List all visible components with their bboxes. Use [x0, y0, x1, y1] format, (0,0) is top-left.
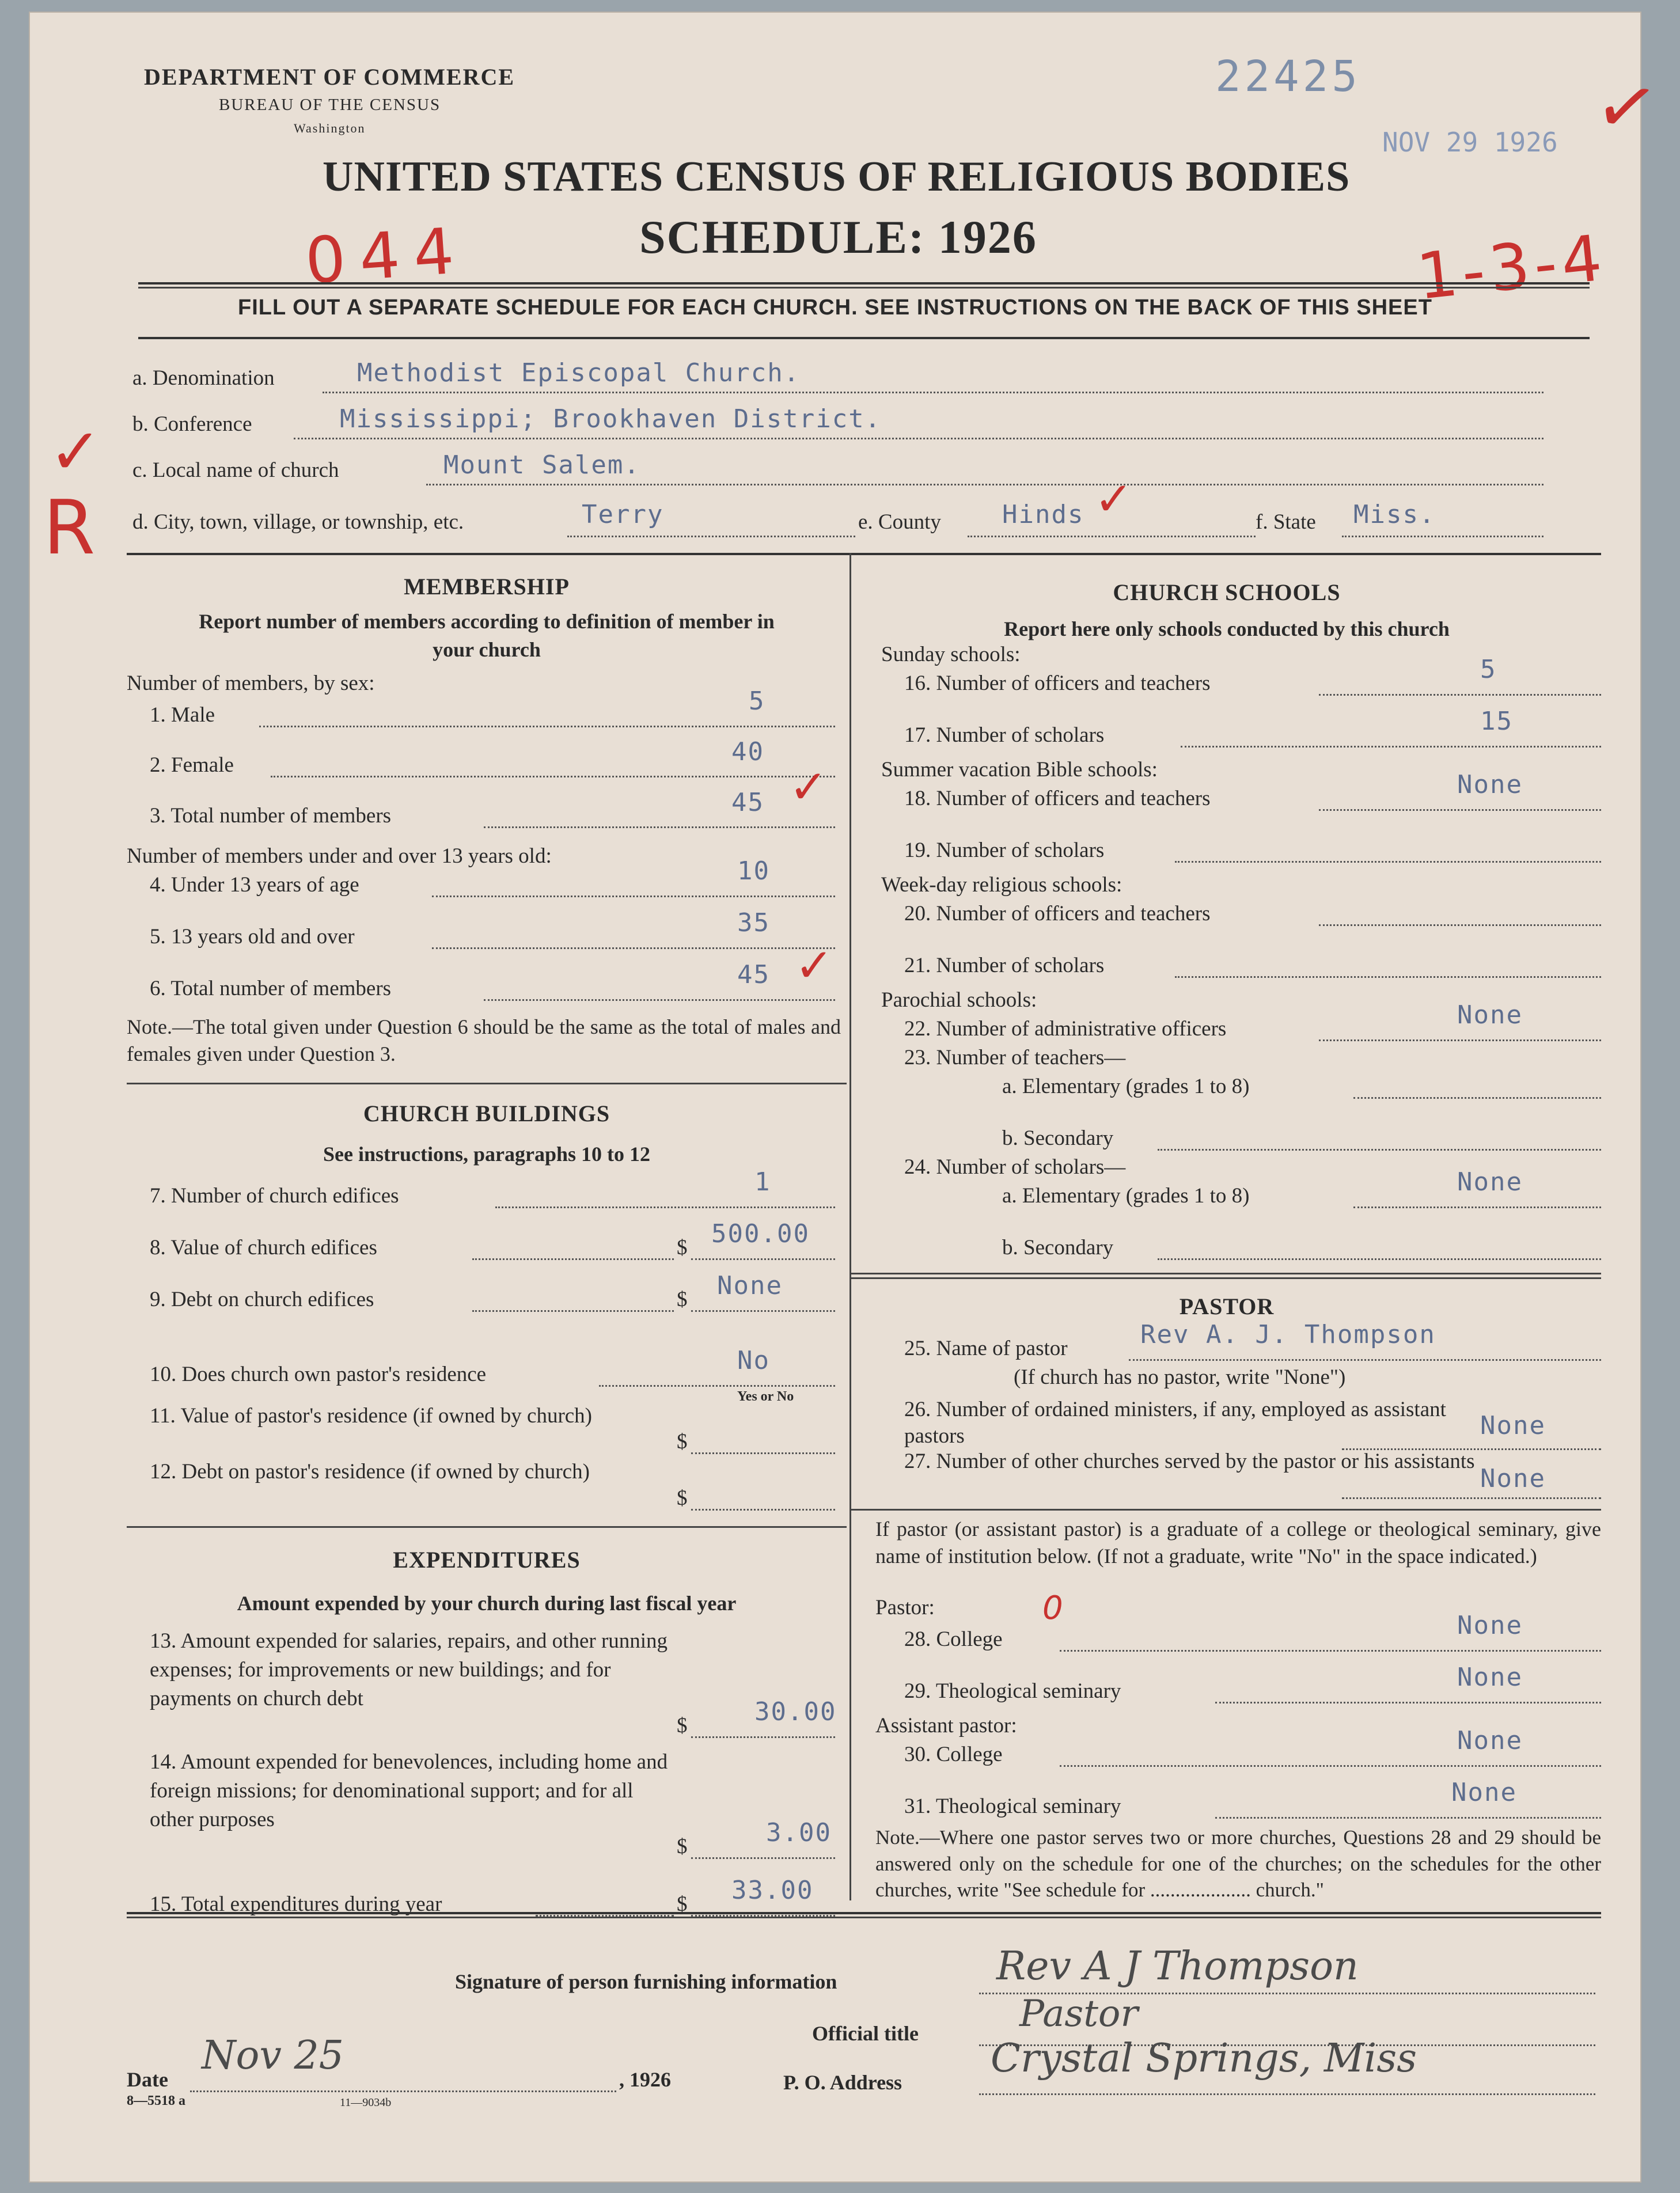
- rule-footer-2: [127, 1917, 1601, 1918]
- state-line: [1342, 536, 1544, 537]
- census-form-sheet: [29, 12, 1666, 2183]
- bureau-name: BUREAU OF THE CENSUS: [219, 96, 441, 114]
- q16-label: 16. Number of officers and teachers: [904, 671, 1211, 695]
- q1-label: 1. Male: [150, 703, 215, 727]
- schedule-title: SCHEDULE: 1926: [639, 211, 1037, 263]
- red-check-mark-top: ✓: [1588, 58, 1666, 156]
- schools-subheading: Report here only schools conducted by this church: [1004, 617, 1450, 640]
- q24-label: 24. Number of scholars—: [904, 1155, 1126, 1179]
- county-line: [968, 536, 1256, 537]
- q13-value: 30.00: [754, 1697, 837, 1727]
- q30-label: 30. College: [904, 1743, 1003, 1766]
- q8-dollar: $: [677, 1236, 688, 1259]
- q4-label: 4. Under 13 years of age: [150, 873, 359, 897]
- rule-top: [138, 282, 1590, 284]
- q20-line: [1319, 924, 1601, 926]
- q31-label: 31. Theological seminary: [904, 1794, 1121, 1818]
- q8-label: 8. Value of church edifices: [150, 1236, 377, 1259]
- q4-line: [432, 896, 835, 897]
- q29-label: 29. Theological seminary: [904, 1679, 1121, 1703]
- q6-value: 45: [737, 960, 770, 989]
- department-name: DEPARTMENT OF COMMERCE: [144, 64, 515, 90]
- red-code-right: 1-3-4: [1413, 221, 1610, 314]
- red-check-mark-q3: ✓: [789, 760, 828, 814]
- q9-line: [472, 1310, 674, 1312]
- rule-schools: [850, 1273, 1601, 1274]
- membership-heading: MEMBERSHIP: [404, 574, 570, 600]
- q27-line: [1342, 1497, 1601, 1499]
- q13-label: 13. Amount expended for salaries, repairs, and other running expenses; for improvements or new buildings; and for payments on church debt: [150, 1629, 668, 1710]
- q9-label: 9. Debt on church edifices: [150, 1288, 374, 1311]
- form-title: UNITED STATES CENSUS OF RELIGIOUS BODIES: [323, 153, 1351, 200]
- local-name-line: [426, 484, 1544, 485]
- city-label: d. City, town, village, or township, etc.: [132, 510, 464, 534]
- q12-label: 12. Debt on pastor's residence (if owned by church): [150, 1460, 590, 1483]
- sunday-schools-label: Sunday schools:: [881, 643, 1021, 666]
- q8-value: 500.00: [711, 1219, 810, 1249]
- q24b-line: [1158, 1258, 1601, 1260]
- q10-line: [599, 1385, 835, 1387]
- city-value: Terry: [582, 500, 664, 529]
- conference-value: Mississippi; Brookhaven District.: [340, 404, 882, 434]
- q22-label: 22. Number of administrative officers: [904, 1017, 1227, 1041]
- conference-label: b. Conference: [132, 412, 252, 436]
- q14-label: 14. Amount expended for benevolences, including home and foreign missions; for denominational support; and for all other purposes: [150, 1750, 668, 1831]
- q25-label: 25. Name of pastor: [904, 1337, 1068, 1360]
- fill-out-instruction: FILL OUT A SEPARATE SCHEDULE FOR EACH CHURCH. SEE INSTRUCTIONS ON THE BACK OF THIS SHEET: [238, 295, 1432, 320]
- q10-hint: Yes or No: [737, 1389, 794, 1404]
- red-check-mark-q6: ✓: [795, 939, 834, 992]
- schools-heading: CHURCH SCHOOLS: [1113, 579, 1341, 605]
- rule-instruction: [138, 337, 1590, 339]
- buildings-heading: CHURCH BUILDINGS: [363, 1101, 610, 1126]
- q23b-line: [1158, 1149, 1601, 1151]
- members-by-sex-label: Number of members, by sex:: [127, 671, 375, 695]
- conference-line: [294, 438, 1544, 439]
- red-check-mark-county: ✓: [1094, 472, 1133, 526]
- q27-value: None: [1480, 1464, 1546, 1493]
- city-name: Washington: [294, 121, 366, 135]
- q27-label: 27. Number of other churches served by the pastor or his assistants: [904, 1450, 1475, 1473]
- q24a-label: a. Elementary (grades 1 to 8): [1002, 1184, 1250, 1208]
- denomination-line: [323, 392, 1544, 393]
- q28-value: None: [1457, 1611, 1523, 1640]
- q23b-label: b. Secondary: [1002, 1126, 1114, 1150]
- signature-label: Signature of person furnishing information: [455, 1970, 837, 1993]
- assistant-pastor-label: Assistant pastor:: [875, 1714, 1017, 1737]
- expenditures-heading: EXPENDITURES: [393, 1547, 581, 1573]
- date-line: [190, 2090, 616, 2092]
- local-name-label: c. Local name of church: [132, 458, 339, 482]
- q8-line: [472, 1258, 674, 1260]
- q5-line: [432, 947, 835, 949]
- q24b-label: b. Secondary: [1002, 1236, 1114, 1259]
- q13-dollar: $: [677, 1714, 688, 1737]
- q26-label: 26. Number of ordained ministers, if any, employed as assistant pastors: [904, 1398, 1446, 1448]
- q12-amount-line: [691, 1509, 835, 1511]
- q15-value: 33.00: [731, 1876, 814, 1905]
- q14-value: 3.00: [766, 1818, 832, 1847]
- q12-dollar: $: [677, 1486, 688, 1510]
- q22-line: [1319, 1039, 1601, 1041]
- rule-identification: [127, 553, 1601, 555]
- q24a-value: None: [1457, 1167, 1523, 1197]
- rule-schools-2: [850, 1277, 1601, 1279]
- county-label: e. County: [858, 510, 941, 534]
- members-by-age-label: Number of members under and over 13 years old:: [127, 844, 552, 868]
- denomination-value: Methodist Episcopal Church.: [357, 358, 801, 388]
- q20-label: 20. Number of officers and teachers: [904, 902, 1211, 925]
- rule-buildings: [127, 1526, 847, 1528]
- q9-amount-line: [691, 1310, 835, 1312]
- official-title-label: Official title: [812, 2022, 919, 2045]
- denomination-label: a. Denomination: [132, 366, 275, 390]
- pastor-red-mark: 0: [1042, 1589, 1063, 1627]
- graduate-note: If pastor (or assistant pastor) is a graduate of a college or theological seminary, give name of institution below. (If not a graduate, write "No" in the space indicated.): [875, 1517, 1601, 1568]
- q9-dollar: $: [677, 1288, 688, 1311]
- q13-amount-line: [691, 1736, 835, 1738]
- red-check-mark-left: ✓: [49, 415, 103, 488]
- q26-value: None: [1480, 1411, 1546, 1440]
- q16-line: [1319, 694, 1601, 696]
- q17-value: 15: [1480, 707, 1513, 736]
- date-year: , 1926: [619, 2068, 671, 2091]
- q11-label: 11. Value of pastor's residence (if owned by church): [150, 1404, 593, 1428]
- q23a-label: a. Elementary (grades 1 to 8): [1002, 1075, 1250, 1098]
- rule-footer: [127, 1912, 1601, 1914]
- q16-value: 5: [1480, 655, 1497, 684]
- q31-line: [1215, 1817, 1601, 1819]
- q15-label: 15. Total expenditures during year: [150, 1892, 442, 1916]
- state-label: f. State: [1256, 510, 1316, 534]
- stamp-number: 22425: [1215, 52, 1361, 101]
- po-address-label: P. O. Address: [783, 2071, 902, 2094]
- q18-line: [1319, 809, 1601, 811]
- expenditures-subheading: Amount expended by your church during last fiscal year: [237, 1592, 737, 1615]
- q2-value: 40: [731, 737, 764, 767]
- state-value: Miss.: [1353, 500, 1436, 529]
- q7-value: 1: [754, 1167, 771, 1197]
- date-label: Date: [127, 2068, 168, 2091]
- q18-value: None: [1457, 770, 1523, 799]
- pastor-heading: PASTOR: [1179, 1293, 1275, 1319]
- q1-value: 5: [749, 686, 765, 716]
- received-date-stamp: NOV 29 1926: [1382, 127, 1558, 158]
- q6-label: 6. Total number of members: [150, 977, 392, 1000]
- q9-value: None: [717, 1271, 783, 1300]
- q6-line: [484, 999, 835, 1001]
- q17-label: 17. Number of scholars: [904, 723, 1105, 747]
- q2-label: 2. Female: [150, 753, 234, 777]
- q11-amount-line: [691, 1452, 835, 1454]
- q25-value: Rev A. J. Thompson: [1140, 1320, 1436, 1349]
- q10-label: 10. Does church own pastor's residence: [150, 1363, 487, 1386]
- official-title-value: Pastor: [1019, 1993, 1139, 2035]
- pastor-note: Note.—Where one pastor serves two or more churches, Questions 28 and 29 should be answered only on the schedule for one of the churches; on the schedules for the other churches, write "See schedule for .................... church.": [875, 1826, 1601, 1901]
- q5-label: 5. 13 years old and over: [150, 925, 355, 948]
- q11-dollar: $: [677, 1430, 688, 1454]
- summer-schools-label: Summer vacation Bible schools:: [881, 758, 1158, 781]
- membership-note: Note.—The total given under Question 6 should be the same as the total of males and females given under Question 3.: [127, 1015, 841, 1065]
- buildings-subheading: See instructions, paragraphs 10 to 12: [323, 1143, 651, 1166]
- q31-value: None: [1451, 1778, 1517, 1807]
- local-name-value: Mount Salem.: [443, 450, 640, 480]
- q14-amount-line: [691, 1857, 835, 1859]
- q18-label: 18. Number of officers and teachers: [904, 787, 1211, 810]
- city-line: [567, 536, 855, 537]
- q29-line: [1215, 1702, 1601, 1703]
- membership-subheading: Report number of members according to definition of member in your church: [199, 610, 775, 661]
- county-value: Hinds: [1002, 500, 1084, 529]
- q2-line: [271, 776, 835, 777]
- q19-label: 19. Number of scholars: [904, 838, 1105, 862]
- q28-line: [1060, 1650, 1601, 1652]
- form-number: 8—5518 a: [127, 2093, 185, 2108]
- q17-line: [1181, 746, 1601, 748]
- q29-value: None: [1457, 1663, 1523, 1692]
- red-letter-r: R: [43, 484, 96, 571]
- red-code-left: 044: [302, 213, 471, 298]
- parochial-schools-label: Parochial schools:: [881, 988, 1037, 1012]
- pastor-sub-label: Pastor:: [875, 1596, 935, 1619]
- q3-label: 3. Total number of members: [150, 804, 392, 828]
- q3-value: 45: [731, 788, 764, 817]
- q25-hint: (If church has no pastor, write "None"): [1014, 1365, 1346, 1389]
- rule-pastor: [850, 1509, 1601, 1511]
- print-number: 11—9034b: [340, 2096, 392, 2109]
- q30-value: None: [1457, 1726, 1523, 1755]
- q4-value: 10: [737, 856, 770, 886]
- q30-line: [1060, 1765, 1601, 1767]
- date-value: Nov 25: [202, 2033, 344, 2078]
- q22-value: None: [1457, 1000, 1523, 1030]
- rule-membership: [127, 1083, 847, 1084]
- q23-label: 23. Number of teachers—: [904, 1046, 1126, 1069]
- q21-line: [1175, 976, 1601, 978]
- column-divider: [850, 553, 851, 1900]
- signature-value: Rev A J Thompson: [996, 1944, 1359, 1989]
- rule-top-2: [138, 287, 1590, 289]
- q7-line: [495, 1206, 835, 1208]
- q10-value: No: [737, 1346, 770, 1375]
- q5-value: 35: [737, 908, 770, 938]
- q21-label: 21. Number of scholars: [904, 954, 1105, 977]
- q14-dollar: $: [677, 1835, 688, 1858]
- q23a-line: [1353, 1097, 1601, 1099]
- weekday-schools-label: Week-day religious schools:: [881, 873, 1122, 897]
- po-address-line: [979, 2093, 1595, 2095]
- q24a-line: [1353, 1206, 1601, 1208]
- q3-line: [484, 826, 835, 828]
- q28-label: 28. College: [904, 1627, 1003, 1651]
- q19-line: [1175, 861, 1601, 863]
- q25-line: [1129, 1359, 1601, 1361]
- q1-line: [259, 726, 835, 727]
- po-address-value: Crystal Springs, Miss: [991, 2036, 1417, 2081]
- q7-label: 7. Number of church edifices: [150, 1184, 399, 1208]
- q8-amount-line: [691, 1258, 835, 1260]
- q15-dollar: $: [677, 1892, 688, 1916]
